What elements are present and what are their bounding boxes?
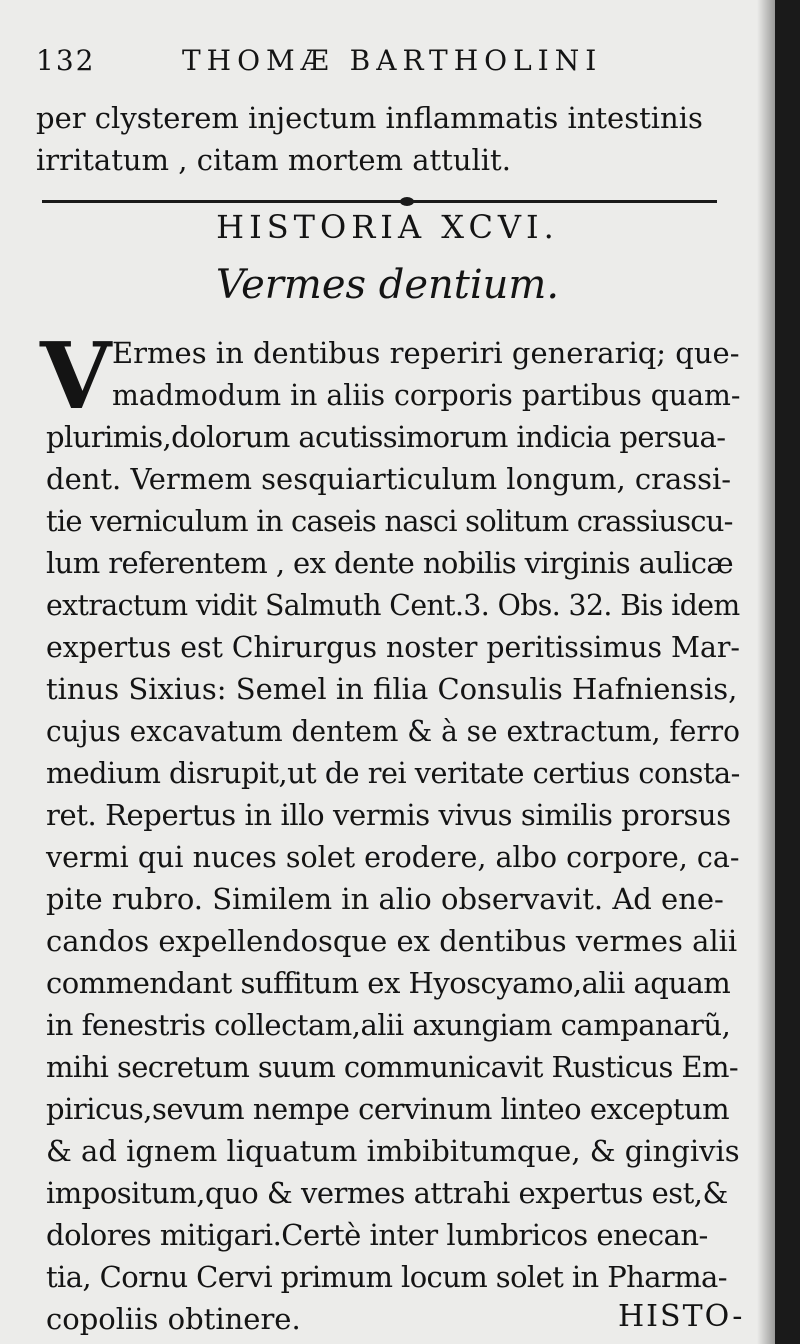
catchword: HISTO- [618,1299,745,1334]
previous-text-line: per clysterem injectum inflammatis intestinis [36,101,703,135]
body-line: mihi secretum suum communicavit Rusticus Em- [46,1050,739,1084]
body-line: madmodum in aliis corporis partibus quam- [112,378,741,412]
body-line: tinus Sixius: Semel in filia Consulis Hafniensis, [46,672,738,706]
body-line: tie verniculum in caseis nasci solitum crassiuscu- [46,504,733,538]
running-header [36,44,676,84]
body-line: vermi qui nuces solet erodere, albo corpore, ca- [46,840,740,874]
body-line: lum referentem , ex dente nobilis virginis aulicæ [46,546,734,580]
section-subtitle: Vermes dentium. [215,262,560,308]
body-line: plurimis,dolorum acutissimorum indicia persua- [46,420,726,454]
body-line: Ermes in dentibus reperiri generariq; que- [112,336,740,370]
body-line: in fenestris collectam,alii axungiam campanarũ, [46,1008,731,1042]
body-line: commendant suffitum ex Hyoscyamo,alii aquam [46,966,731,1000]
body-line: copoliis obtinere. [46,1302,301,1336]
body-line: pite rubro. Similem in alio observavit. Ad ene- [46,882,724,916]
body-line: candos expellendosque ex dentibus vermes alii [46,924,738,958]
body-line: tia, Cornu Cervi primum locum solet in Pharma- [46,1260,727,1294]
body-line: piricus,sevum nempe cervinum linteo exceptum [46,1092,730,1126]
previous-text-line: irritatum , citam mortem attulit. [36,143,511,177]
page-number: 132 [36,44,96,77]
body-line: extractum vidit Salmuth Cent.3. Obs. 32. Bis idem [46,588,740,622]
body-line: cujus excavatum dentem & à se extractum, ferro [46,714,740,748]
drop-cap: V [40,322,112,430]
body-line: ret. Repertus in illo vermis vivus similis prorsus [46,798,731,832]
body-line: dent. Vermem sesquiarticulum longum, crassi- [46,462,732,496]
body-line: dolores mitigari.Certè inter lumbricos enecan- [46,1218,708,1252]
body-line: & ad ignem liquatum imbibitumque, & gingivis [46,1134,740,1168]
running-title: THOMÆ BARTHOLINI [182,44,603,77]
body-line: medium disrupit,ut de rei veritate certius consta- [46,756,740,790]
body-line: expertus est Chirurgus noster peritissimus Mar- [46,630,740,664]
section-divider [42,200,717,203]
body-line: impositum,quo & vermes attrahi expertus est,& [46,1176,728,1210]
divider-ornament [400,197,414,206]
section-title: HISTORIA XCVI. [216,208,559,246]
